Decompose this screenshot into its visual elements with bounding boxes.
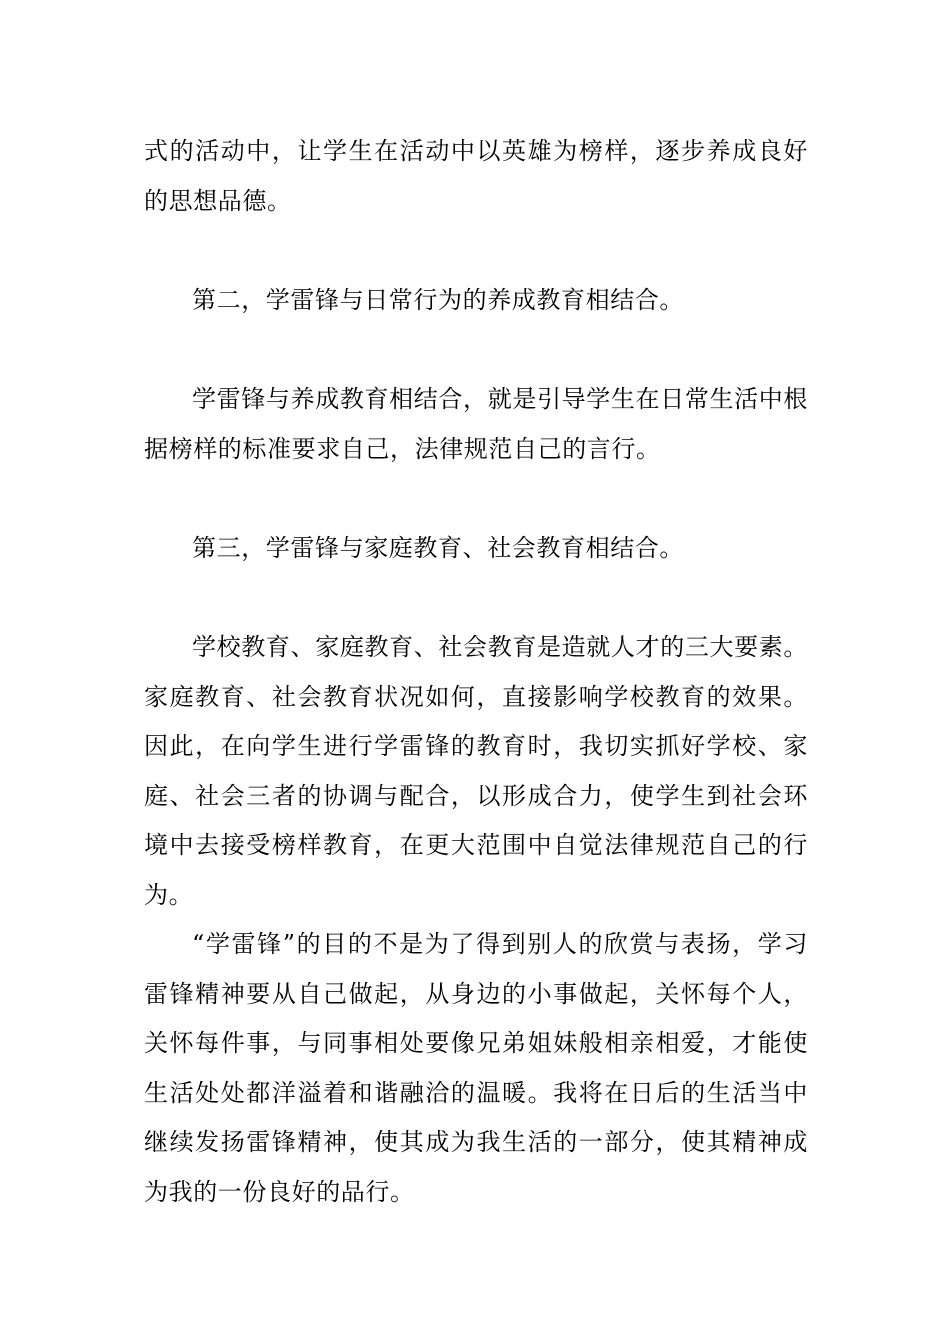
paragraph-heading-third: 第三，学雷锋与家庭教育、社会教育相结合。 — [192, 534, 684, 562]
paragraph-habit-education: 学雷锋与养成教育相结合，就是引导学生在日常生活中根据榜样的标准要求自己，法律规范自己的言行。 — [144, 385, 808, 463]
paragraph-three-elements: 学校教育、家庭教育、社会教育是造就人才的三大要素。家庭教育、社会教育状况如何，直接影响学校教育的效果。因此，在向学生进行学雷锋的教育时，我切实抓好学校、家庭、社会三者的协调与配合，以形成合力，使学生到社会环境中去接受榜样教育，在更大范围中自觉法律规范自己的行为。 — [144, 633, 808, 909]
paragraph-heading-second: 第二，学雷锋与日常行为的养成教育相结合。 — [192, 286, 684, 314]
paragraph-conclusion: “学雷锋”的目的不是为了得到别人的欣赏与表扬，学习雷锋精神要从自己做起，从身边的小事做起，关怀每个人，关怀每件事，与同事相处要像兄弟姐妹般相亲相爱，才能使生活处处都洋溢着和谐融洽的温暖。我将在日后的生活当中继续发扬雷锋精神，使其成为我生活的一部分，使其精神成为我的一份良好的品行。 — [144, 930, 808, 1206]
paragraph-continuation: 式的活动中，让学生在活动中以英雄为榜样，逐步养成良好的思想品德。 — [144, 137, 808, 215]
